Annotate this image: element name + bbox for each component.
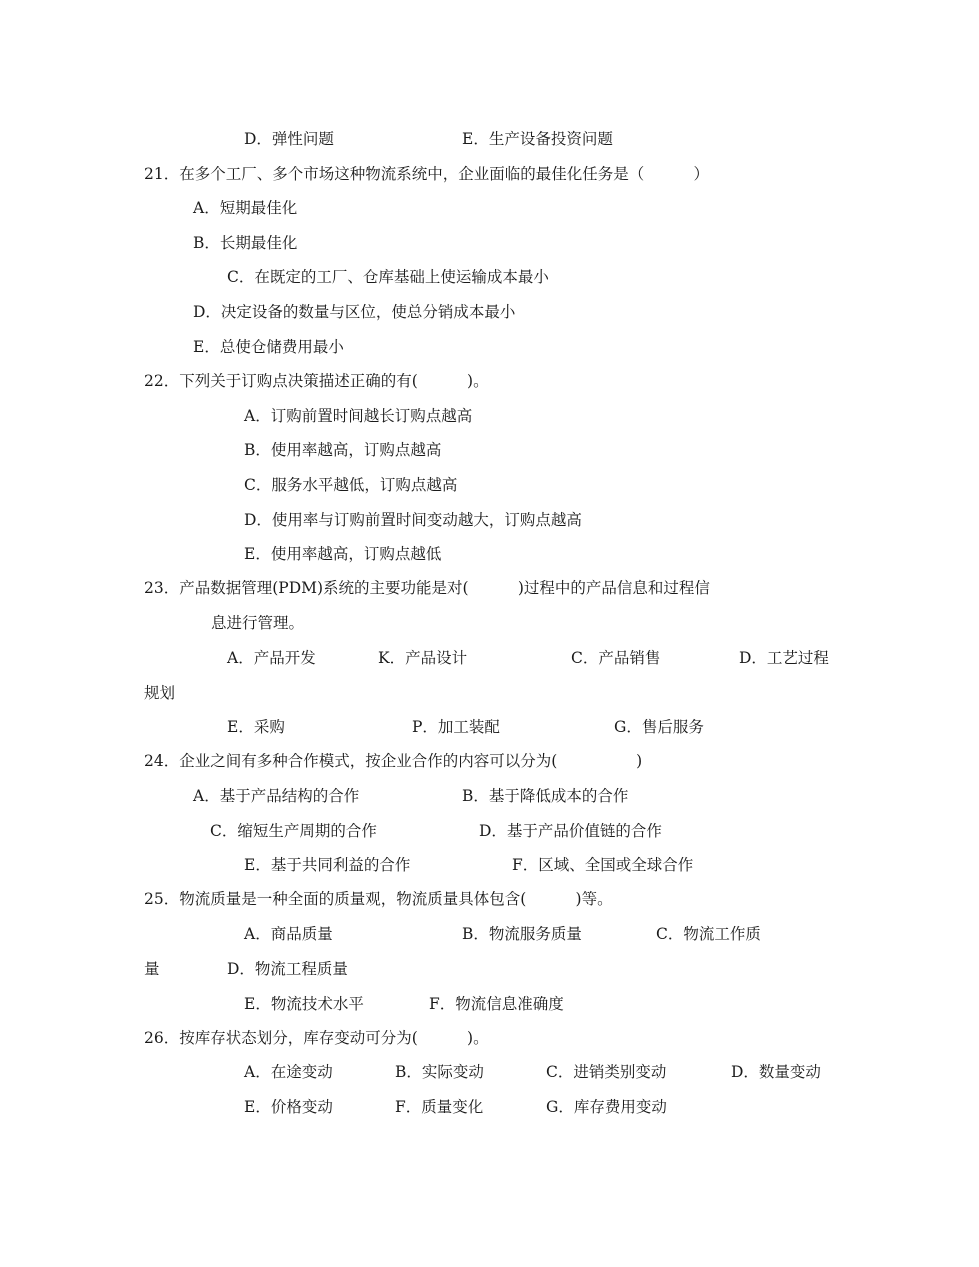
q26-option-a: A．在途变动 bbox=[244, 1063, 333, 1081]
q25-option-a: A．商品质量 bbox=[244, 925, 333, 943]
q23-stem: 23．产品数据管理(PDM)系统的主要功能是对( )过程中的产品信息和过程信 bbox=[144, 579, 710, 597]
q24-option-b: B．基于降低成本的合作 bbox=[462, 787, 629, 805]
q23-option-g: G．售后服务 bbox=[614, 718, 704, 736]
q23-option-k: K．产品设计 bbox=[378, 649, 468, 667]
q26-option-f: F．质量变化 bbox=[395, 1098, 484, 1116]
q22-option-b: B．使用率越高，订购点越高 bbox=[244, 441, 442, 459]
q21-option-c: C．在既定的工厂、仓库基础上使运输成本最小 bbox=[227, 268, 549, 286]
q21-option-a: A．短期最佳化 bbox=[193, 199, 298, 217]
q22-stem: 22．下列关于订购点决策描述正确的有( )。 bbox=[144, 372, 489, 390]
q26-option-c: C．进销类别变动 bbox=[546, 1063, 667, 1081]
q24-option-c: C．缩短生产周期的合作 bbox=[210, 822, 377, 840]
q21-option-b: B．长期最佳化 bbox=[193, 234, 298, 252]
q25-option-c: C．物流工作质 bbox=[656, 925, 761, 943]
q23-stem-continued: 息进行管理。 bbox=[211, 614, 305, 632]
q24-stem: 24．企业之间有多种合作模式，按企业合作的内容可以分为( ) bbox=[144, 752, 643, 770]
q24-option-f: F．区域、全国或全球合作 bbox=[512, 856, 694, 874]
q22-option-e: E．使用率越高，订购点越低 bbox=[244, 545, 442, 563]
q23-option-p: P．加工装配 bbox=[412, 718, 500, 736]
q25-option-e: E．物流技术水平 bbox=[244, 995, 364, 1013]
q22-option-d: D．使用率与订购前置时间变动越大，订购点越高 bbox=[244, 511, 582, 529]
q25-option-f: F．物流信息准确度 bbox=[429, 995, 564, 1013]
q25-option-c-continued: 量 bbox=[144, 960, 160, 978]
q23-option-d-continued: 规划 bbox=[144, 684, 176, 702]
q23-option-a: A．产品开发 bbox=[227, 649, 316, 667]
q25-stem: 25．物流质量是一种全面的质量观，物流质量具体包含( )等。 bbox=[144, 890, 613, 908]
q23-option-c: C．产品销售 bbox=[571, 649, 661, 667]
q23-option-d: D．工艺过程 bbox=[739, 649, 829, 667]
q24-option-e: E．基于共同利益的合作 bbox=[244, 856, 411, 874]
q26-stem: 26．按库存状态划分，库存变动可分为( )。 bbox=[144, 1029, 489, 1047]
q24-option-a: A．基于产品结构的合作 bbox=[193, 787, 360, 805]
q26-option-b: B．实际变动 bbox=[395, 1063, 484, 1081]
q26-option-d: D．数量变动 bbox=[731, 1063, 821, 1081]
q21-option-d: D．决定设备的数量与区位，使总分销成本最小 bbox=[193, 303, 516, 321]
q26-option-g: G．库存费用变动 bbox=[546, 1098, 667, 1116]
q21-option-e: E．总使仓储费用最小 bbox=[193, 338, 344, 356]
q20-option-e: E．生产设备投资问题 bbox=[462, 130, 613, 148]
q26-option-e: E．价格变动 bbox=[244, 1098, 333, 1116]
q23-option-e: E．采购 bbox=[227, 718, 285, 736]
q20-option-d: D．弹性问题 bbox=[244, 130, 334, 148]
q22-option-c: C．服务水平越低，订购点越高 bbox=[244, 476, 458, 494]
q25-option-d: D．物流工程质量 bbox=[227, 960, 348, 978]
q22-option-a: A．订购前置时间越长订购点越高 bbox=[244, 407, 473, 425]
q21-stem: 21．在多个工厂、多个市场这种物流系统中，企业面临的最佳化任务是（ ） bbox=[144, 165, 709, 183]
q24-option-d: D．基于产品价值链的合作 bbox=[479, 822, 662, 840]
q25-option-b: B．物流服务质量 bbox=[462, 925, 582, 943]
